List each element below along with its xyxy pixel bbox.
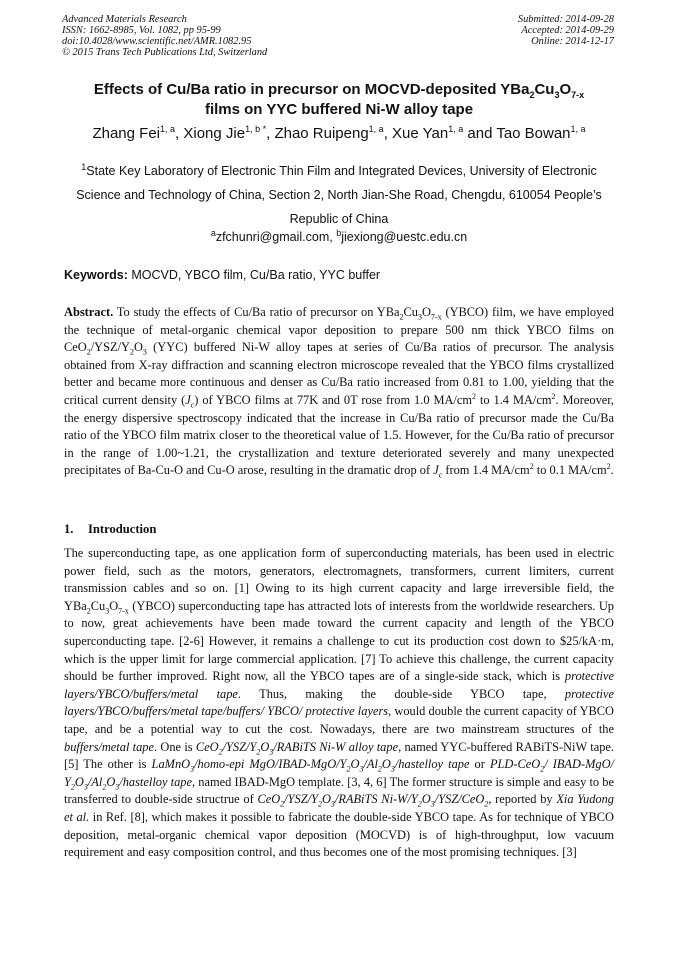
- online-date: Online: 2014-12-17: [531, 36, 614, 47]
- author: Xiong Jie: [183, 125, 246, 142]
- author: Tao Bowan: [496, 125, 571, 142]
- abstract: [64, 304, 614, 480]
- abstract-text: To study the effects of Cu/Ba ratio of precursor on $YBa_2Cu_3O_{7-x}$ (YBCO) film, we have employed the technique of metal-organic chemical vapor deposition to prepare 500 nm thick YBCO films on $CeO_2/YSZ/Y_2O_3$ (YYC) buffered Ni-W alloy tapes at series of Cu/Ba ratios of precursor. The analysis obtained from X-ray diffraction and scanning electron microscope revealed that the YBCO films crystallized better and became more continuous and denser as Cu/Ba ratio increased from 0.81 to 1.00, yielding that the critical current density $(J_c)$ of YBCO films at 77K and 0T rose from 1.0 $MA/cm^2$ to 1.4 $MA/cm^2$. Moreover, the energy dispersive spectroscopy indicated that the increase in Cu/Ba ratio of precursor made the Cu/Ba ratio of the YBCO film matrix closer to the theoretical value of 1.5. However, for the Cu/Ba ratio of precursor in the range of 1.00~1.21, the crystallization and texture deteriorated severely and many unexpected precipitates of Ba-Cu-O and Cu-O arose, resulting in the dramatic drop of $J_c$ from 1.4 $MA/cm^2$ to 0.1 $MA/cm^2$.: [64, 305, 614, 480]
- keywords-text: MOCVD, YBCO film, Cu/Ba ratio, YYC buffer: [127, 268, 381, 282]
- journal-doi: doi:10.4028/www.scientific.net/AMR.1082.95: [62, 36, 252, 47]
- submitted-date: Submitted: 2014-09-28: [517, 14, 614, 25]
- introduction-text: The superconducting tape, as one application form of superconducting materials, has been used in electric power field, such as the motors, generators, electromagnets, transformers, current limiters, current transmission cables and so on. [1] Owing to its high current capacity and large irreversible field, the $YBa_2Cu_3O_{7-x}$ (YBCO) superconducting tape has attracted lots of interests from the worldwide researchers. Up to now, great achievements have been made toward the current capacity and length of the YBCO superconducting tape. [2-6] However, it remains a challenge to cut its production cost down to $25/kA·m, which is the upper limit for large commercial application. [7] To achieve this challenge, the current capacity should be further improved. Right now, all the YBCO tapes are of a single-side stack, which is protective layers/YBCO/buffers/metal tape. Thus, making the double-side YBCO tape, protective layers/YBCO/buffers/metal tape/buffers/ YBCO/ protective layers, would double the current capacity of YBCO tape, and be a potential way to cut the cost. Nowadays, there are two mainstream structures of the buffers/metal tape. One is $CeO_2/YSZ/Y_2O_3$/RABiTS Ni-W alloy tape, named YYC-buffered RABiTS-NiW tape. [5] The other is LaMnO$_3$/homo-epi MgO/$IBAD-MgO/Y_2O_3/Al_2O_3$/hastelloy tape or PLD-CeO$_2$/ IBAD-MgO/ $Y_2O_3/Al_2O_3$/hastelloy tape, named IBAD-MgO template. [3, 4, 6] The former structure is simple and easy to be transferred to double-side structrue of $CeO_2/YSZ/Y_2O_3$/RABiTS $Ni-W/Y_2O_3/YSZ/CeO_2$, reported by Xia Yudong et al. in Ref. [8], which makes it possible to fabricate the double-side YBCO tape. As for technique of YBCO deposition, metal-organic chemical vapor deposition (MOCVD) is of high-throughput, low vacuum requirement and easy composition control, and thus becomes one of the most promising techniques. [3]: [64, 546, 614, 860]
- author-emails: $^a$zfchunri@gmail.com, $^b$jiexiong@uestc.edu.cn: [210, 227, 468, 244]
- author: Xue Yan: [392, 125, 449, 142]
- email-link[interactable]: jiexiong@uestc.edu.cn: [341, 230, 468, 244]
- author: Zhao Ruipeng: [274, 125, 369, 142]
- journal-name: Advanced Materials Research: [62, 14, 187, 25]
- email-link[interactable]: zfchunri@gmail.com,: [215, 230, 333, 244]
- keywords: [64, 267, 614, 283]
- author-list: Zhang Fei$^{1, a}$, Xiong Jie$^{1, b *}$, Zhao Ruipeng$^{1, a}$, Xue Yan$^{1, a}$ and Tao Bowan$^{1, a}$: [92, 124, 586, 142]
- affiliation: $^1$State Key Laboratory of Electronic Thin Film and Integrated Devices, University of Electronic Science and Technology of China, Section 2, North Jian-She Road, Chengdu, 610054 People’s Republic of China: [76, 161, 602, 226]
- publication-dates: [518, 14, 614, 47]
- section-heading: 1. Introduction: [64, 522, 157, 536]
- journal-issn: ISSN: 1662-8985, Vol. 1082, pp 95-99: [62, 25, 221, 36]
- accepted-date: Accepted: 2014-09-29: [521, 25, 614, 36]
- keywords-label: Keywords:: [64, 268, 128, 282]
- paper-title: Effects of Cu/Ba ratio in precursor on MOCVD-deposited $YBa_2Cu_3O_{7-x}$ films on YYC buffered Ni-W alloy tape: [93, 81, 585, 118]
- abstract-label: Abstract.: [64, 305, 114, 319]
- journal-copyright: © 2015 Trans Tech Publications Ltd, Switzerland: [62, 47, 268, 58]
- journal-info: [62, 14, 267, 58]
- author: Zhang Fei: [92, 125, 160, 142]
